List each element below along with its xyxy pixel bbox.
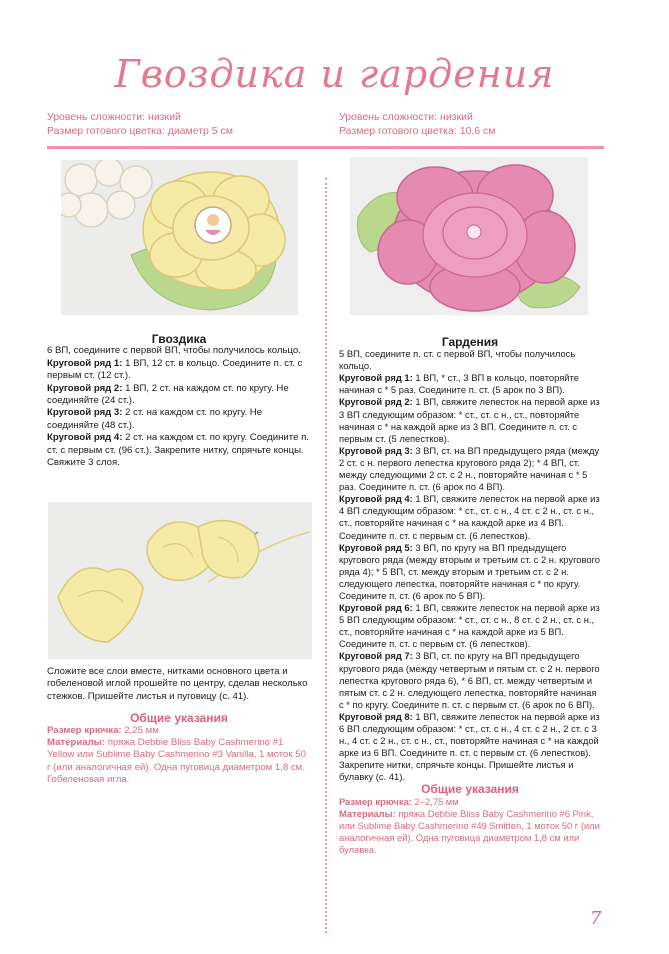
gardenia-row-6 — [339, 602, 601, 650]
gardenia-instructions — [339, 336, 601, 856]
gardenia-hook — [339, 796, 601, 808]
row-text: 1 ВП, свяжите лепесток на первой арке из 4 ВП следующим образом: * ст., ст. с н., 4 ст. с 2 н., ст. с н., ст., повторяйте начиная с * на каждой арке из 4 ВП. Соедините п. ст. с первым ст. (6 лепестков). — [339, 493, 600, 541]
size-value: диаметр 5 см — [167, 125, 234, 137]
gardenia-row-4 — [339, 493, 601, 541]
header-divider — [47, 146, 604, 149]
size-label: Размер готового цветка: — [339, 125, 457, 137]
gardenia-meta — [339, 110, 496, 138]
gardenia-row-1 — [339, 372, 601, 396]
carnation-row-1 — [47, 358, 311, 383]
row-text: 1 ВП, свяжите лепесток на первой арке из 6 ВП следующим образом: * ст., ст. с н., 4 ст. с 2 н., 2 ст. с 3 н., 4 ст. с 2 н., ст. с н., ст., повторяйте начиная с * на каждой арке из 6 ВП. Соедините п. ст. с первым ст. (6 лепестков). Закрепите нитки, спрячьте концы. Пришейте листья и булавку (с. 41). — [339, 710, 600, 783]
gardenia-intro: 5 ВП, соедините п. ст. с первой ВП, чтобы получилось кольцо. — [339, 348, 576, 372]
level-value: низкий — [440, 111, 473, 123]
row-label: Круговой ряд 2: — [47, 382, 123, 394]
page-number: 7 — [590, 908, 602, 929]
level-label: Уровень сложности: — [47, 111, 146, 123]
hook-value: 2,25 мм — [121, 724, 159, 736]
hook-value: 2–2,75 мм — [411, 795, 459, 807]
carnation-assembly: Сложите все слои вместе, нитками основного цвета и гобеленовой иглой прошейте по центру, сделав несколько стежков. Пришейте листья и пуговицу (с. 41). — [47, 666, 308, 702]
gardenia-row-8 — [339, 711, 601, 784]
row-label: Круговой ряд 1: — [339, 372, 413, 384]
carnation-meta — [47, 110, 233, 138]
carnation-heading: Гвоздика — [151, 332, 207, 346]
row-label: Круговой ряд 8: — [339, 710, 413, 722]
row-text: 1 ВП, свяжите лепесток на первой арке из 3 ВП следующим образом: * ст., ст. с н., ст., повторяйте начиная с * на каждой арке из 3 ВП. Соедините п. ст. с первым ст. (5 лепестков). — [339, 396, 600, 444]
gardenia-notes-heading: Общие указания — [421, 782, 519, 797]
row-label: Круговой ряд 2: — [339, 396, 413, 408]
row-text: 1 ВП, свяжите лепесток на первой арке из 5 ВП следующим образом: * ст., ст. с н., 8 ст. с 2 н., ст. с н., ст., повторяйте начиная с * на каждой арке из 5 ВП. Соедините п. ст. с первым ст. (6 лепестков). — [339, 602, 600, 650]
gardenia-heading: Гардения — [441, 335, 499, 349]
carnation-layers-photo — [48, 502, 312, 659]
row-text: 1 ВП, * ст., 3 ВП в кольцо, повторяйте начиная с * 5 раз. Соедините п. ст. (5 арок по 3 ВП). — [339, 372, 579, 396]
hook-label: Размер крючка: — [339, 795, 412, 807]
materials-label: Материалы: — [339, 807, 396, 819]
hook-label: Размер крючка: — [47, 724, 122, 736]
row-text: 3 ВП, по кругу на ВП предыдущего кругового ряда (между вторым и третьим ст. с 2 н. кругового ряда 4); * 5 ВП, ст. между вторым и третьим ст. с 2 н. следующего лепестка, повторяйте начиная с * по кругу. Соедините п. ст. (6 арок по 5 ВП). — [339, 541, 601, 601]
row-label: Круговой ряд 1: — [47, 357, 123, 369]
row-label: Круговой ряд 4: — [339, 493, 413, 505]
size-label: Размер готового цветка: — [47, 125, 165, 137]
row-label: Круговой ряд 3: — [47, 407, 123, 419]
row-text: 3 ВП, ст. по кругу на ВП предыдущего кругового ряда (между четвертым и пятым ст. с 2 н. первого лепестка кругового ряда 6), * 6 ВП, ст. между четвертым и пятым ст. с 2 н. следующего лепестка, повторяйте начиная с * по кругу. Соедините п. ст. с первым ст. (6 арок по 6 ВП). — [339, 650, 600, 710]
materials-value: пряжа Debbie Bliss Baby Cashmerino #1 Yellow или Sublime Baby Cashmerino #3 Vanilla, 1 моток 50 г (или аналогичная ей). Одна пуговица диаметром 1,8 см. Гобеленовая игла. — [47, 737, 306, 786]
carnation-row-4 — [47, 432, 311, 469]
gardenia-row-3 — [339, 445, 601, 493]
gardenia-row-2 — [339, 396, 601, 444]
carnation-instructions — [47, 333, 311, 469]
gardenia-photo — [350, 157, 588, 315]
row-label: Круговой ряд 4: — [47, 432, 123, 444]
row-label: Круговой ряд 6: — [339, 602, 413, 614]
gardenia-materials — [339, 808, 601, 856]
carnation-materials — [47, 737, 311, 787]
carnation-photo — [61, 160, 298, 315]
carnation-intro: 6 ВП, соедините с первой ВП, чтобы получилось кольцо. — [47, 345, 301, 357]
column-divider — [325, 178, 327, 933]
materials-value: пряжа Debbie Bliss Baby Cashmerino #6 Pink, или Sublime Baby Cashmerino #49 Smitten, 1 моток 50 г (или аналогичная ей). Одна пуговица диаметром 1,8 см или булавка. — [339, 807, 600, 855]
carnation-hook — [47, 725, 311, 737]
gardenia-row-5 — [339, 542, 601, 602]
row-label: Круговой ряд 5: — [339, 541, 413, 553]
size-value: 10,6 см — [459, 125, 496, 137]
row-text: 2 ст. на каждом ст. по кругу. Соедините п. ст. с первым ст. (96 ст.). Закрепите нитку, спрячьте концы. Свяжите 3 слоя. — [47, 432, 309, 469]
carnation-notes-heading: Общие указания — [130, 711, 228, 726]
level-label: Уровень сложности: — [339, 111, 438, 123]
row-text: 2 ст. на каждом ст. по кругу. Не соединяйте (48 ст.). — [47, 407, 263, 431]
level-value: низкий — [148, 111, 181, 123]
carnation-assembly-block — [47, 666, 311, 787]
carnation-row-2 — [47, 383, 311, 408]
materials-label: Материалы: — [47, 737, 106, 749]
row-text: 1 ВП, 2 ст. на каждом ст. по кругу. Не соединяйте (24 ст.). — [47, 382, 289, 407]
row-text: 1 ВП, 12 ст. в кольцо. Соедините п. ст. с первым ст. (12 ст.). — [47, 357, 303, 382]
page-title: Гвоздика и гардения — [114, 52, 555, 96]
row-label: Круговой ряд 7: — [339, 650, 413, 662]
carnation-row-3 — [47, 407, 311, 432]
row-text: 3 ВП, ст. на ВП предыдущего ряда (между 2 ст. с н. первого лепестка кругового ряда 2); * 4 ВП, ст. между следующими 2 ст. с 2 н., повторяйте начиная с * 5 раз. Соедините п. ст. (6 арок по 4 ВП). — [339, 444, 600, 493]
gardenia-row-7 — [339, 650, 601, 710]
row-label: Круговой ряд 3: — [339, 444, 413, 456]
